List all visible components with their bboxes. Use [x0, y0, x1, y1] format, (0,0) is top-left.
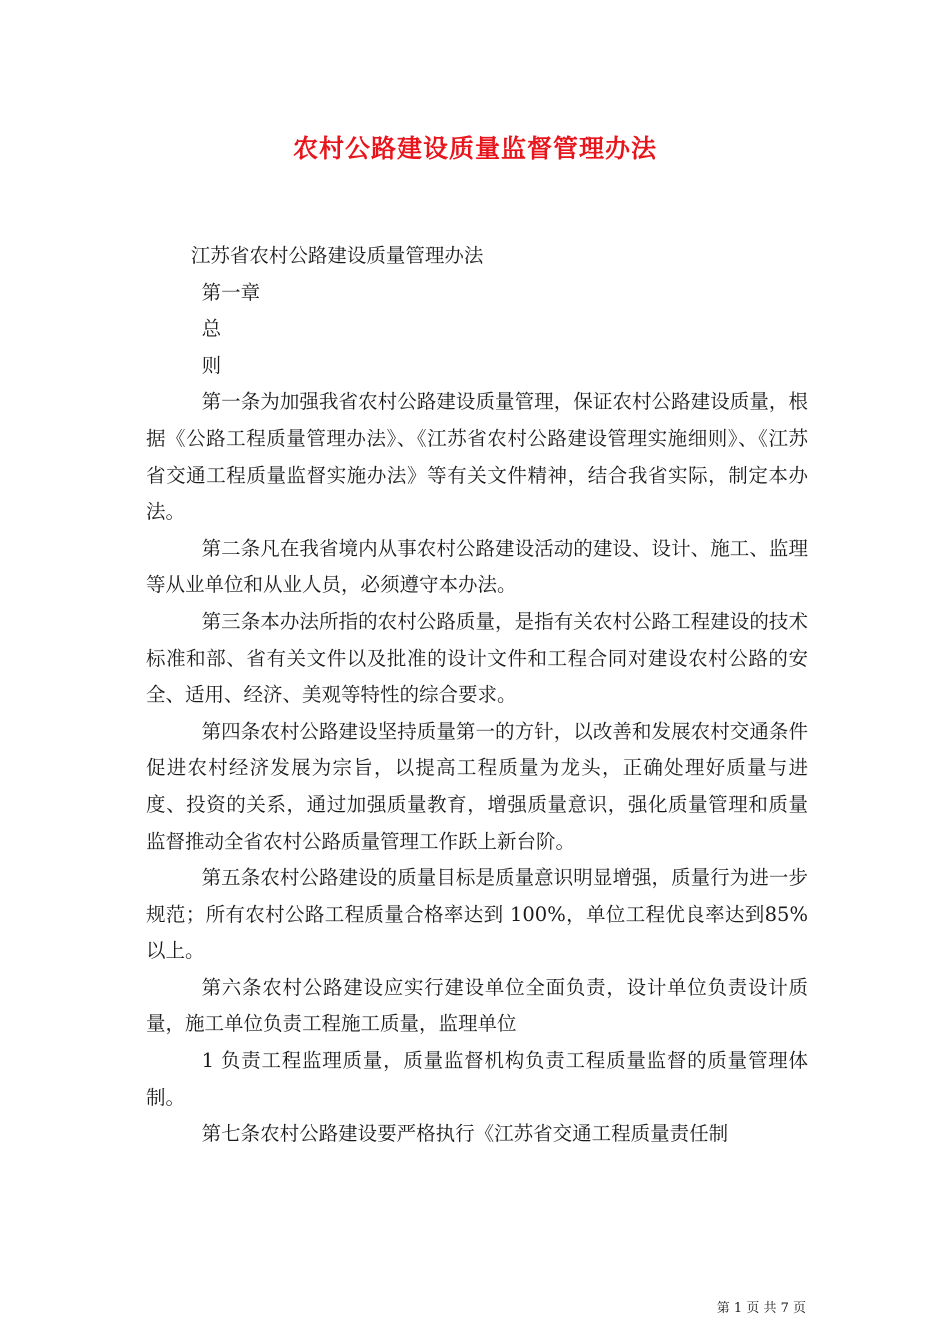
page-number-footer: 第 1 页 共 7 页: [716, 1301, 806, 1316]
article-2: 第二条凡在我省境内从事农村公路建设活动的建设、设计、施工、监理等从业单位和从业人员，必须遵守本办法。: [146, 536, 808, 597]
chapter-name-line-1: 总: [201, 317, 222, 341]
chapter-heading: 第一章: [201, 280, 261, 304]
article-3: 第三条本办法所指的农村公路质量，是指有关农村公路工程建设的技术标准和部、省有关文件以及批准的设计文件和工程合同对建设农村公路的安全、适用、经济、美观等特性的综合要求。: [146, 609, 808, 707]
article-6: 第六条农村公路建设应实行建设单位全面负责，设计单位负责设计质量，施工单位负责工程施工质量，监理单位: [146, 975, 808, 1036]
article-4: 第四条农村公路建设坚持质量第一的方针，以改善和发展农村交通条件促进农村经济发展为宗旨，以提高工程质量为龙头，正确处理好质量与进度、投资的关系，通过加强质量教育，增强质量意识，强化质量管理和质量监督推动全省农村公路质量管理工作跃上新台阶。: [146, 719, 808, 853]
article-7: 第七条农村公路建设要严格执行《江苏省交通工程质量责任制: [201, 1122, 729, 1146]
document-title: 农村公路建设质量监督管理办法: [292, 134, 657, 163]
article-5: 第五条农村公路建设的质量目标是质量意识明显增强，质量行为进一步规范；所有农村公路工程质量合格率达到 100%，单位工程优良率达到85%以上。: [146, 866, 808, 963]
document-body: [146, 238, 808, 1153]
article-1: 第一条为加强我省农村公路建设质量管理，保证农村公路建设质量，根据《公路工程质量管理办法》、《江苏省农村公路建设管理实施细则》、《江苏省交通工程质量监督实施办法》等有关文件精神，结合我省实际，制定本办法。: [146, 390, 808, 524]
chapter-name-line-2: 则: [201, 353, 222, 377]
article-6-continued: 1 负责工程监理质量，质量监督机构负责工程质量监督的质量管理体制。: [146, 1049, 808, 1109]
document-subtitle: 江苏省农村公路建设质量管理办法: [190, 244, 484, 267]
